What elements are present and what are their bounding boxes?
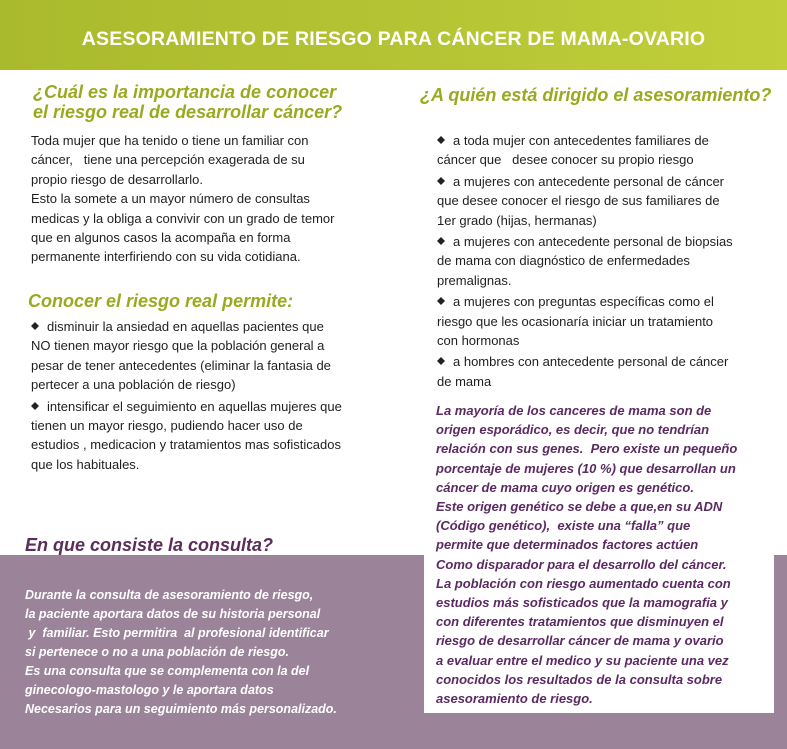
consulta-paragraph xyxy=(25,586,400,719)
paragraph-line: conocidos los resultados de la consulta sobre xyxy=(436,671,723,687)
diamond-bullet-icon xyxy=(31,402,39,410)
paragraph-line: La mayoría de los canceres de mama son de xyxy=(436,403,712,418)
paragraph-line: la paciente aportara datos de su historia personal xyxy=(25,607,321,621)
paragraph-line: a evaluar entre el medico y su paciente una vez xyxy=(436,652,729,668)
list-item-text: disminuir la ansiedad en aquellas pacientes que xyxy=(47,319,324,334)
list-item-text: de mama xyxy=(437,373,492,389)
list-item-text: pertecer a una población de riesgo) xyxy=(31,377,236,393)
list-item xyxy=(31,397,393,475)
list-item-text: a hombres con antecedente personal de cáncer xyxy=(453,354,729,370)
list-item-text: cáncer que desee conocer su propio riesgo xyxy=(437,152,694,168)
paragraph-line: origen esporádico, es decir, que no tendrían xyxy=(436,422,710,438)
list-item-text: que los habituales. xyxy=(31,456,140,472)
paragraph-line: si pertenece o no a una población de riesgo. xyxy=(25,645,289,659)
importance-heading xyxy=(33,82,403,122)
paragraph-line: estudios más sofisticados que la mamografia y xyxy=(436,595,728,611)
paragraph-line: que en algunos casos la acompaña en forma xyxy=(31,230,291,246)
paragraph-line: y familiar. Esto permitira al profesional identificar xyxy=(25,626,329,640)
paragraph-line: con diferentes tratamientos que disminuyen el xyxy=(436,614,724,630)
list-item-text: NO tienen mayor riesgo que la población general a xyxy=(31,338,325,354)
list-item xyxy=(31,317,393,395)
paragraph-line: cáncer de mama cuyo origen es genético. xyxy=(436,479,694,495)
diamond-bullet-icon xyxy=(31,322,39,330)
paragraph-line: asesoramiento de riesgo. xyxy=(436,691,593,707)
paragraph-line: Es una consulta que se complementa con la del xyxy=(25,664,310,678)
paragraph-line: Esto la somete a un mayor número de consultas xyxy=(31,191,310,207)
list-item-text: a toda mujer con antecedentes familiares de xyxy=(453,133,709,148)
list-item-text: a mujeres con preguntas específicas como el xyxy=(453,294,714,310)
diamond-bullet-icon xyxy=(437,297,445,305)
diamond-bullet-icon xyxy=(437,237,445,245)
list-item xyxy=(437,232,777,290)
audience-heading: ¿A quién está dirigido el asesoramiento? xyxy=(420,85,772,105)
benefits-heading: Conocer el riesgo real permite: xyxy=(28,291,294,311)
list-item-text: 1er grado (hijas, hermanas) xyxy=(437,212,597,228)
paragraph-line: permite que determinados factores actúen xyxy=(436,537,699,553)
list-item-text: con hormonas xyxy=(437,333,520,349)
list-item xyxy=(437,352,777,391)
paragraph-line: permanente interfiriendo con su vida cotidiana. xyxy=(31,249,301,265)
paragraph-line: propio riesgo de desarrollarlo. xyxy=(31,171,203,187)
list-item xyxy=(437,131,777,170)
list-item-text: estudios , medicacion y tratamientos mas sofisticados xyxy=(31,437,341,453)
paragraph-line: cáncer, tiene una percepción exagerada de su xyxy=(31,152,305,168)
consulta-heading: En que consiste la consulta? xyxy=(25,535,274,555)
paragraph-line: riesgo de desarrollar cáncer de mama y ovario xyxy=(436,633,724,649)
paragraph-line: Toda mujer que ha tenido o tiene un familiar con xyxy=(31,133,309,148)
header-band xyxy=(0,0,787,70)
diamond-bullet-icon xyxy=(437,357,445,365)
list-item-text: riesgo que les ocasionaría iniciar un tratamiento xyxy=(437,313,714,329)
importance-heading-line1: ¿Cuál es la importancia de conocer xyxy=(33,82,337,102)
list-item-text: pesar de tener antecedentes (eliminar la fantasia de xyxy=(31,357,331,373)
list-item-text: intensificar el seguimiento en aquellas mujeres que xyxy=(47,398,342,414)
list-item-text: a mujeres con antecedente personal de cáncer xyxy=(453,173,725,189)
genetic-paragraph xyxy=(436,401,776,708)
paragraph-line: porcentaje de mujeres (10 %) que desarrollan un xyxy=(436,460,736,476)
list-item-text: tienen un mayor riesgo, pudiendo hacer uso de xyxy=(31,418,303,434)
diamond-bullet-icon xyxy=(437,136,445,144)
page-title: ASESORAMIENTO DE RIESGO PARA CÁNCER DE MAMA-OVARIO xyxy=(81,28,706,50)
paragraph-line: Este origen genético se debe a que,en su ADN xyxy=(436,499,723,515)
paragraph-line: (Código genético), existe una “falla” que xyxy=(436,518,691,534)
paragraph-line: relación con sus genes. Pero existe un pequeño xyxy=(436,441,738,457)
paragraph-line: Durante la consulta de asesoramiento de riesgo, xyxy=(25,588,314,602)
importance-heading-line2: el riesgo real de desarrollar cáncer? xyxy=(33,102,343,122)
list-item-text: de mama con diagnóstico de enfermedades xyxy=(437,253,690,269)
paragraph-line: medicas y la obliga a convivir con un grado de temor xyxy=(31,210,335,226)
benefits-list xyxy=(31,317,393,476)
paragraph-line: Como disparador para el desarrollo del cáncer. xyxy=(436,556,727,572)
paragraph-line: ginecologo-mastologo y le aportara datos xyxy=(25,683,274,697)
paragraph-line: Necesarios para un seguimiento más personalizado. xyxy=(25,702,337,716)
list-item xyxy=(437,292,777,350)
list-item xyxy=(437,172,777,230)
paragraph-line: La población con riesgo aumentado cuenta con xyxy=(436,575,731,591)
importance-paragraph xyxy=(31,131,391,267)
audience-list xyxy=(437,131,777,393)
list-item-text: que desee conocer el riesgo de sus familiares de xyxy=(437,193,720,209)
diamond-bullet-icon xyxy=(437,177,445,185)
list-item-text: premalignas. xyxy=(437,272,512,288)
list-item-text: a mujeres con antecedente personal de biopsias xyxy=(453,234,733,250)
